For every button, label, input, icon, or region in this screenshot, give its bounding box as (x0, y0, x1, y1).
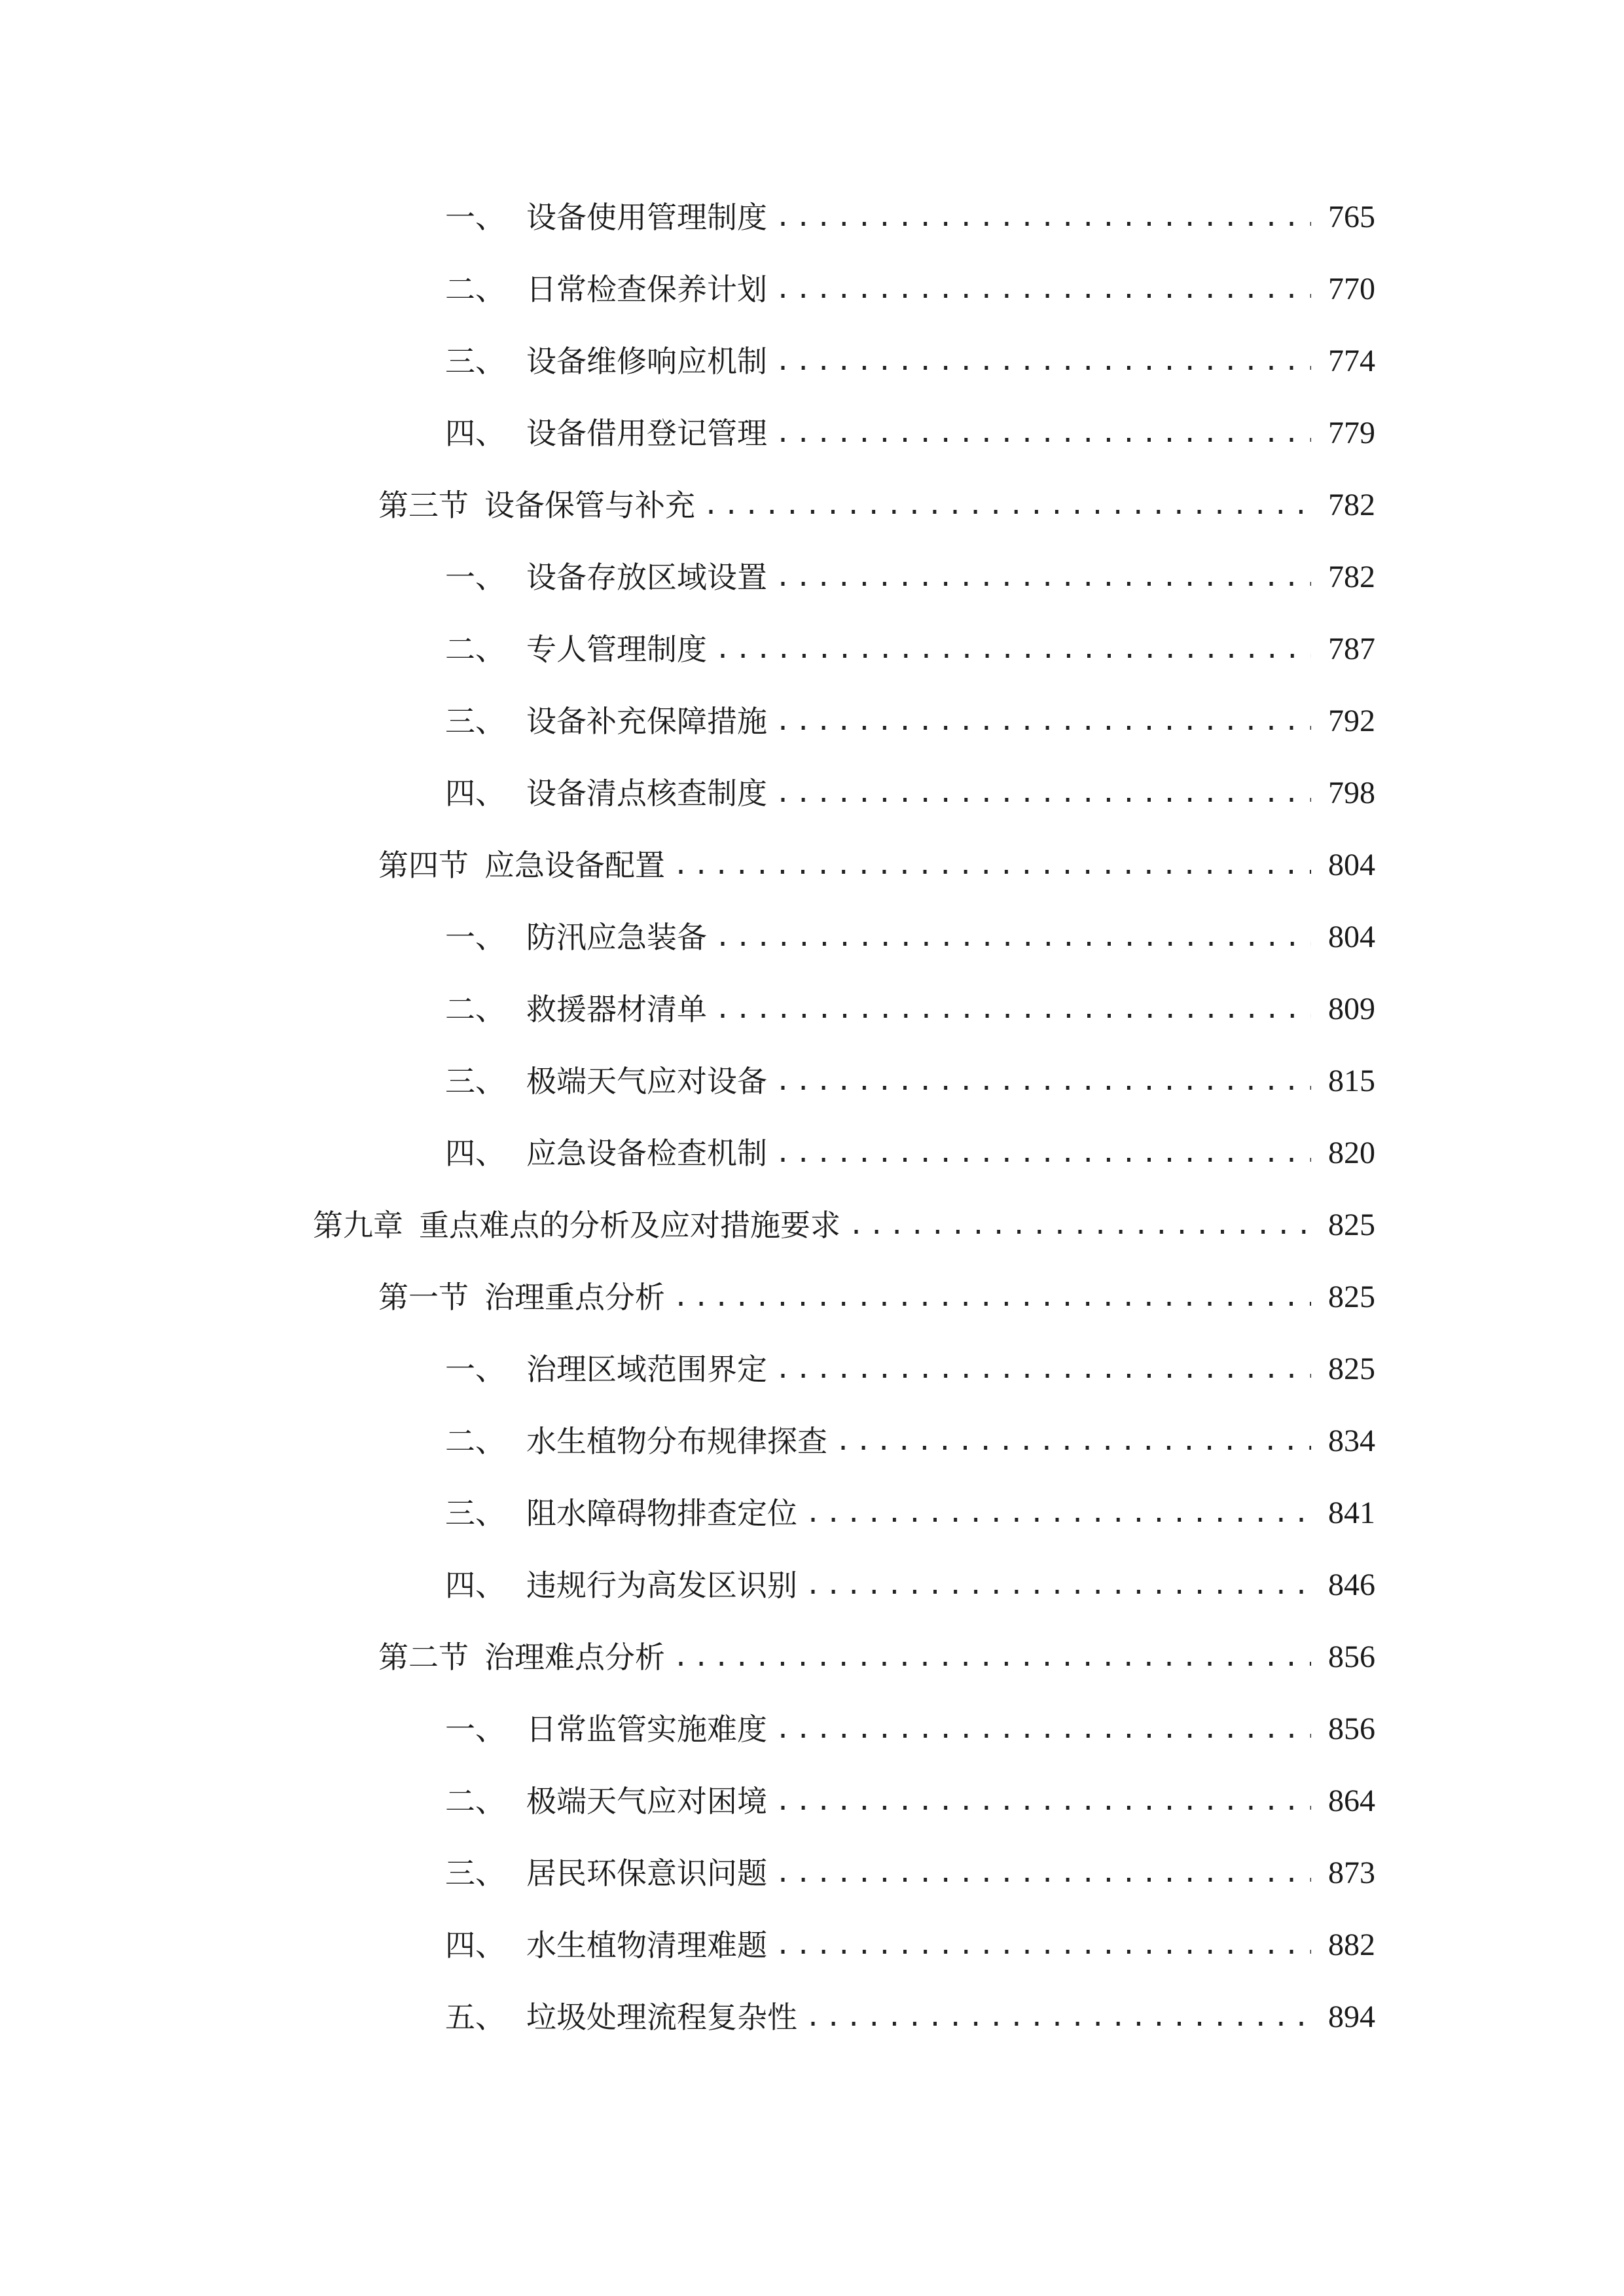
toc-entry-number: 三、 (445, 704, 505, 739)
toc-entry-title: 水生植物清理难题 (526, 1928, 767, 1963)
toc-entry-number: 三、 (445, 1856, 505, 1891)
toc-entry-title: 设备保管与补充 (484, 488, 695, 523)
toc-leader-dots (848, 1199, 1311, 1251)
toc-entry-page: 820 (1328, 1136, 1375, 1170)
toc-entry-number: 一、 (445, 1352, 505, 1387)
toc-entry-number: 第二节 (378, 1640, 469, 1675)
toc-entry[interactable] (445, 1847, 1375, 1899)
toc-entry-number: 二、 (445, 992, 505, 1027)
toc-entry[interactable] (445, 1127, 1375, 1179)
toc-entry-title: 治理区域范围界定 (526, 1352, 767, 1387)
toc-entry-page: 856 (1328, 1640, 1375, 1674)
toc-leader-dots (715, 911, 1311, 963)
toc-leader-dots (805, 1991, 1311, 2043)
toc-entry-page: 804 (1328, 920, 1375, 954)
toc-leader-dots (775, 191, 1311, 243)
toc-leader-dots (775, 335, 1311, 387)
toc-entry-number: 四、 (445, 1568, 505, 1603)
toc-entry-number: 二、 (445, 272, 505, 307)
toc-entry-title: 应急设备配置 (484, 848, 665, 883)
toc-leader-dots (775, 1055, 1311, 1107)
toc-entry-title: 应急设备检查机制 (526, 1136, 767, 1171)
toc-entry-title: 设备清点核查制度 (526, 776, 767, 811)
toc-leader-dots (673, 1631, 1311, 1683)
toc-entry-page: 798 (1328, 776, 1375, 810)
toc-entry-number: 一、 (445, 560, 505, 595)
toc-entry-number: 四、 (445, 1136, 505, 1171)
toc-entry-page: 825 (1328, 1208, 1375, 1242)
toc-entry-page: 809 (1328, 992, 1375, 1026)
toc-entry-page: 779 (1328, 416, 1375, 450)
toc-entry[interactable] (378, 839, 1375, 891)
toc-entry-title: 治理难点分析 (484, 1640, 665, 1675)
toc-entry-title: 垃圾处理流程复杂性 (526, 2000, 797, 2035)
toc-entry-page: 774 (1328, 344, 1375, 378)
toc-entry[interactable] (445, 335, 1375, 387)
toc-entry[interactable] (445, 1703, 1375, 1755)
toc-entry-page: 856 (1328, 1712, 1375, 1746)
toc-entry[interactable] (445, 695, 1375, 747)
toc-entry-title: 设备存放区域设置 (526, 560, 767, 595)
toc-entry-title: 设备补充保障措施 (526, 704, 767, 739)
toc-leader-dots (775, 767, 1311, 819)
toc-entry[interactable] (445, 1415, 1375, 1467)
toc-leader-dots (775, 1847, 1311, 1899)
toc-leader-dots (805, 1487, 1311, 1539)
toc-entry-number: 二、 (445, 1424, 505, 1459)
toc-entry-number: 二、 (445, 632, 505, 667)
toc-entry-number: 三、 (445, 344, 505, 379)
toc-entry-page: 841 (1328, 1496, 1375, 1530)
toc-entry-page: 864 (1328, 1784, 1375, 1818)
toc-entry-title: 专人管理制度 (526, 632, 707, 667)
toc-leader-dots (775, 1343, 1311, 1395)
toc-entry-number: 第九章 (313, 1208, 403, 1243)
toc-entry[interactable] (445, 1055, 1375, 1107)
toc-entry-page: 770 (1328, 272, 1375, 306)
toc-entry[interactable] (445, 623, 1375, 675)
toc-entry-number: 一、 (445, 200, 505, 235)
toc-entry-page: 846 (1328, 1568, 1375, 1602)
toc-entry-title: 极端天气应对困境 (526, 1784, 767, 1819)
toc-entry-title: 日常检查保养计划 (526, 272, 767, 307)
toc-entry-number: 第三节 (378, 488, 469, 523)
toc-entry-number: 四、 (445, 1928, 505, 1963)
toc-entry-page: 792 (1328, 704, 1375, 738)
toc-entry-title: 水生植物分布规律探查 (526, 1424, 827, 1459)
toc-leader-dots (775, 1775, 1311, 1827)
toc-entry-title: 日常监管实施难度 (526, 1712, 767, 1747)
toc-entry-number: 一、 (445, 920, 505, 955)
toc-leader-dots (775, 407, 1311, 459)
toc-entry-number: 一、 (445, 1712, 505, 1747)
toc-entry-title: 治理重点分析 (484, 1280, 665, 1315)
toc-leader-dots (805, 1559, 1311, 1611)
toc-entry-number: 三、 (445, 1064, 505, 1099)
toc-entry[interactable] (445, 1991, 1375, 2043)
toc-entry[interactable] (445, 911, 1375, 963)
toc-leader-dots (835, 1415, 1311, 1467)
toc-entry-title: 极端天气应对设备 (526, 1064, 767, 1099)
toc-entry-page: 825 (1328, 1352, 1375, 1386)
toc-entry[interactable] (313, 1199, 1375, 1251)
toc-entry-title: 居民环保意识问题 (526, 1856, 767, 1891)
toc-leader-dots (715, 623, 1311, 675)
toc-entry-number: 二、 (445, 1784, 505, 1819)
toc-entry[interactable] (445, 1559, 1375, 1611)
toc-leader-dots (703, 479, 1311, 531)
toc-entry-title: 设备使用管理制度 (526, 200, 767, 235)
toc-entry[interactable] (445, 983, 1375, 1035)
toc-entry[interactable] (445, 1487, 1375, 1539)
toc-entry[interactable] (445, 263, 1375, 315)
toc-entry-page: 834 (1328, 1424, 1375, 1458)
toc-entry[interactable] (445, 1919, 1375, 1971)
toc-entry[interactable] (445, 191, 1375, 243)
toc-entry-page: 894 (1328, 2000, 1375, 2034)
toc-entry-page: 825 (1328, 1280, 1375, 1314)
toc-entry[interactable] (445, 551, 1375, 603)
toc-entry-page: 782 (1328, 488, 1375, 522)
toc-entry[interactable] (445, 1775, 1375, 1827)
toc-entry-number: 第四节 (378, 848, 469, 883)
toc-entry-title: 设备借用登记管理 (526, 416, 767, 451)
toc-entry-title: 防汛应急装备 (526, 920, 707, 955)
toc-entry-number: 五、 (445, 2000, 505, 2035)
toc-entry[interactable] (378, 1631, 1375, 1683)
toc-entry-number: 四、 (445, 776, 505, 811)
toc-leader-dots (673, 1271, 1311, 1323)
toc-entry-number: 第一节 (378, 1280, 469, 1315)
toc-entry[interactable] (378, 1271, 1375, 1323)
toc-leader-dots (715, 983, 1311, 1035)
toc-entry-number: 三、 (445, 1496, 505, 1531)
toc-entry-page: 815 (1328, 1064, 1375, 1098)
toc-entry-page: 882 (1328, 1928, 1375, 1962)
toc-entry-page: 787 (1328, 632, 1375, 666)
toc-entry-page: 782 (1328, 560, 1375, 594)
toc-leader-dots (775, 1127, 1311, 1179)
toc-leader-dots (775, 1703, 1311, 1755)
toc-entry-title: 阻水障碍物排查定位 (526, 1496, 797, 1531)
toc-leader-dots (775, 551, 1311, 603)
toc-leader-dots (775, 263, 1311, 315)
toc-entry[interactable] (445, 407, 1375, 459)
toc-leader-dots (775, 695, 1311, 747)
toc-entry-page: 765 (1328, 200, 1375, 234)
toc-entry[interactable] (445, 1343, 1375, 1395)
toc-entry-page: 873 (1328, 1856, 1375, 1890)
toc-entry-number: 四、 (445, 416, 505, 451)
toc-entry-page: 804 (1328, 848, 1375, 882)
toc-entry-title: 重点难点的分析及应对措施要求 (419, 1208, 840, 1243)
toc-entry[interactable] (378, 479, 1375, 531)
toc-entry[interactable] (445, 767, 1375, 819)
toc-entry-title: 违规行为高发区识别 (526, 1568, 797, 1603)
toc-entry-title: 救援器材清单 (526, 992, 707, 1027)
toc-leader-dots (673, 839, 1311, 891)
toc-entry-title: 设备维修响应机制 (526, 344, 767, 379)
toc-leader-dots (775, 1919, 1311, 1971)
